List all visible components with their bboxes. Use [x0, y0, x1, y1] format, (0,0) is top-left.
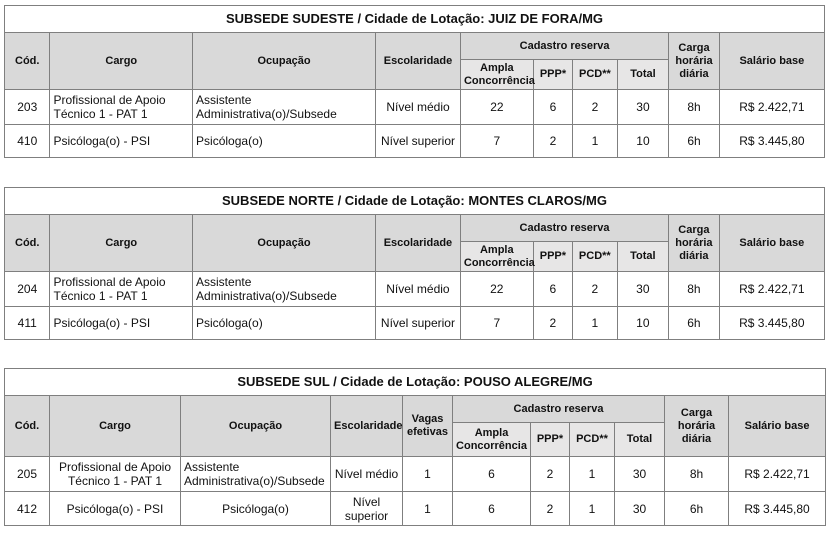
- cell-ppp: 2: [533, 307, 572, 340]
- cell-total: 10: [617, 307, 669, 340]
- cell-ampla: 7: [460, 307, 533, 340]
- header-escolaridade: Escolaridade: [375, 215, 460, 272]
- header-ocupacao: Ocupação: [193, 33, 376, 90]
- header-ocupacao: Ocupação: [193, 215, 376, 272]
- table-subsede-norte: [4, 187, 825, 340]
- header-ampla-concorrencia: Ampla Concorrência: [460, 60, 533, 90]
- cell-escolaridade: Nível superior: [375, 307, 460, 340]
- cell-pcd: 1: [570, 457, 615, 492]
- cell-salario: R$ 3.445,80: [719, 307, 824, 340]
- table-row: [5, 272, 825, 307]
- cell-ampla: 6: [453, 457, 531, 492]
- cell-total: 10: [617, 125, 669, 158]
- header-total: Total: [615, 423, 665, 457]
- header-ampla-concorrencia: Ampla Concorrência: [460, 242, 533, 272]
- cell-cod: 411: [5, 307, 50, 340]
- cell-salario: R$ 2.422,71: [719, 90, 824, 125]
- cell-total: 30: [617, 90, 669, 125]
- cell-carga: 6h: [669, 307, 720, 340]
- cell-ocupacao: Assistente Administrativa(o)/Subsede: [181, 457, 331, 492]
- cell-ppp: 2: [531, 457, 570, 492]
- header-cadastro-reserva: Cadastro reserva: [460, 33, 668, 60]
- cell-ppp: 2: [531, 492, 570, 526]
- header-ocupacao: Ocupação: [181, 396, 331, 457]
- cell-escolaridade: Nível superior: [331, 492, 403, 526]
- header-cod: Cód.: [5, 33, 50, 90]
- table-row: [5, 125, 825, 158]
- table-title: SUBSEDE SUDESTE / Cidade de Lotação: JUIZ DE FORA/MG: [5, 6, 825, 33]
- table-title: SUBSEDE SUL / Cidade de Lotação: POUSO ALEGRE/MG: [5, 369, 826, 396]
- table-subsede-sul: [4, 368, 826, 526]
- cell-pcd: 1: [573, 125, 617, 158]
- cell-carga: 6h: [665, 492, 729, 526]
- cell-ocupacao: Psicóloga(o): [193, 125, 376, 158]
- header-cargo: Cargo: [50, 215, 193, 272]
- cell-ppp: 6: [533, 272, 572, 307]
- header-ppp: PPP*: [533, 60, 572, 90]
- cell-pcd: 2: [573, 90, 617, 125]
- cell-salario: R$ 2.422,71: [719, 272, 824, 307]
- cell-pcd: 2: [573, 272, 617, 307]
- header-ampla-concorrencia: Ampla Concorrência: [453, 423, 531, 457]
- header-total: Total: [617, 60, 669, 90]
- cell-vagas: 1: [403, 492, 453, 526]
- cell-ocupacao: Psicóloga(o): [193, 307, 376, 340]
- cell-escolaridade: Nível médio: [375, 272, 460, 307]
- cell-pcd: 1: [573, 307, 617, 340]
- cell-cod: 412: [5, 492, 50, 526]
- header-cadastro-reserva: Cadastro reserva: [453, 396, 665, 423]
- cell-salario: R$ 3.445,80: [719, 125, 824, 158]
- header-total: Total: [617, 242, 669, 272]
- header-carga-horaria: Carga horária diária: [669, 33, 720, 90]
- header-ppp: PPP*: [533, 242, 572, 272]
- cell-cargo: Psicóloga(o) - PSI: [50, 492, 181, 526]
- header-pcd: PCD**: [573, 242, 617, 272]
- cell-carga: 8h: [665, 457, 729, 492]
- table-subsede-sudeste: [4, 5, 825, 158]
- header-carga-horaria: Carga horária diária: [665, 396, 729, 457]
- cell-total: 30: [615, 457, 665, 492]
- cell-ampla: 22: [460, 90, 533, 125]
- cell-ocupacao: Psicóloga(o): [181, 492, 331, 526]
- table-row: [5, 307, 825, 340]
- header-cargo: Cargo: [50, 33, 193, 90]
- header-salario-base: Salário base: [729, 396, 826, 457]
- header-cargo: Cargo: [50, 396, 181, 457]
- cell-ppp: 2: [533, 125, 572, 158]
- header-cadastro-reserva: Cadastro reserva: [460, 215, 668, 242]
- cell-pcd: 1: [570, 492, 615, 526]
- header-salario-base: Salário base: [719, 33, 824, 90]
- table-row: [5, 492, 826, 526]
- cell-cargo: Psicóloga(o) - PSI: [50, 125, 193, 158]
- cell-cod: 204: [5, 272, 50, 307]
- cell-cargo: Profissional de Apoio Técnico 1 - PAT 1: [50, 457, 181, 492]
- header-cod: Cód.: [5, 215, 50, 272]
- header-pcd: PCD**: [570, 423, 615, 457]
- cell-carga: 6h: [669, 125, 720, 158]
- cell-ppp: 6: [533, 90, 572, 125]
- cell-carga: 8h: [669, 272, 720, 307]
- cell-ampla: 6: [453, 492, 531, 526]
- cell-salario: R$ 3.445,80: [729, 492, 826, 526]
- header-pcd: PCD**: [573, 60, 617, 90]
- cell-cod: 203: [5, 90, 50, 125]
- cell-cod: 205: [5, 457, 50, 492]
- cell-ampla: 7: [460, 125, 533, 158]
- cell-escolaridade: Nível médio: [331, 457, 403, 492]
- header-ppp: PPP*: [531, 423, 570, 457]
- cell-salario: R$ 2.422,71: [729, 457, 826, 492]
- cell-escolaridade: Nível médio: [376, 90, 461, 125]
- cell-cod: 410: [5, 125, 50, 158]
- header-cod: Cód.: [5, 396, 50, 457]
- cell-total: 30: [617, 272, 669, 307]
- header-vagas-efetivas: Vagas efetivas: [403, 396, 453, 457]
- header-salario-base: Salário base: [719, 215, 824, 272]
- cell-carga: 8h: [669, 90, 720, 125]
- cell-vagas: 1: [403, 457, 453, 492]
- cell-ampla: 22: [460, 272, 533, 307]
- cell-ocupacao: Assistente Administrativa(o)/Subsede: [193, 90, 376, 125]
- cell-cargo: Psicóloga(o) - PSI: [50, 307, 193, 340]
- table-row: [5, 90, 825, 125]
- table-title: SUBSEDE NORTE / Cidade de Lotação: MONTES CLAROS/MG: [5, 188, 825, 215]
- cell-escolaridade: Nível superior: [376, 125, 461, 158]
- cell-ocupacao: Assistente Administrativa(o)/Subsede: [193, 272, 376, 307]
- header-escolaridade: Escolaridade: [331, 396, 403, 457]
- cell-cargo: Profissional de Apoio Técnico 1 - PAT 1: [50, 90, 193, 125]
- header-escolaridade: Escolaridade: [376, 33, 461, 90]
- cell-total: 30: [615, 492, 665, 526]
- cell-cargo: Profissional de Apoio Técnico 1 - PAT 1: [50, 272, 193, 307]
- table-row: [5, 457, 826, 492]
- header-carga-horaria: Carga horária diária: [669, 215, 720, 272]
